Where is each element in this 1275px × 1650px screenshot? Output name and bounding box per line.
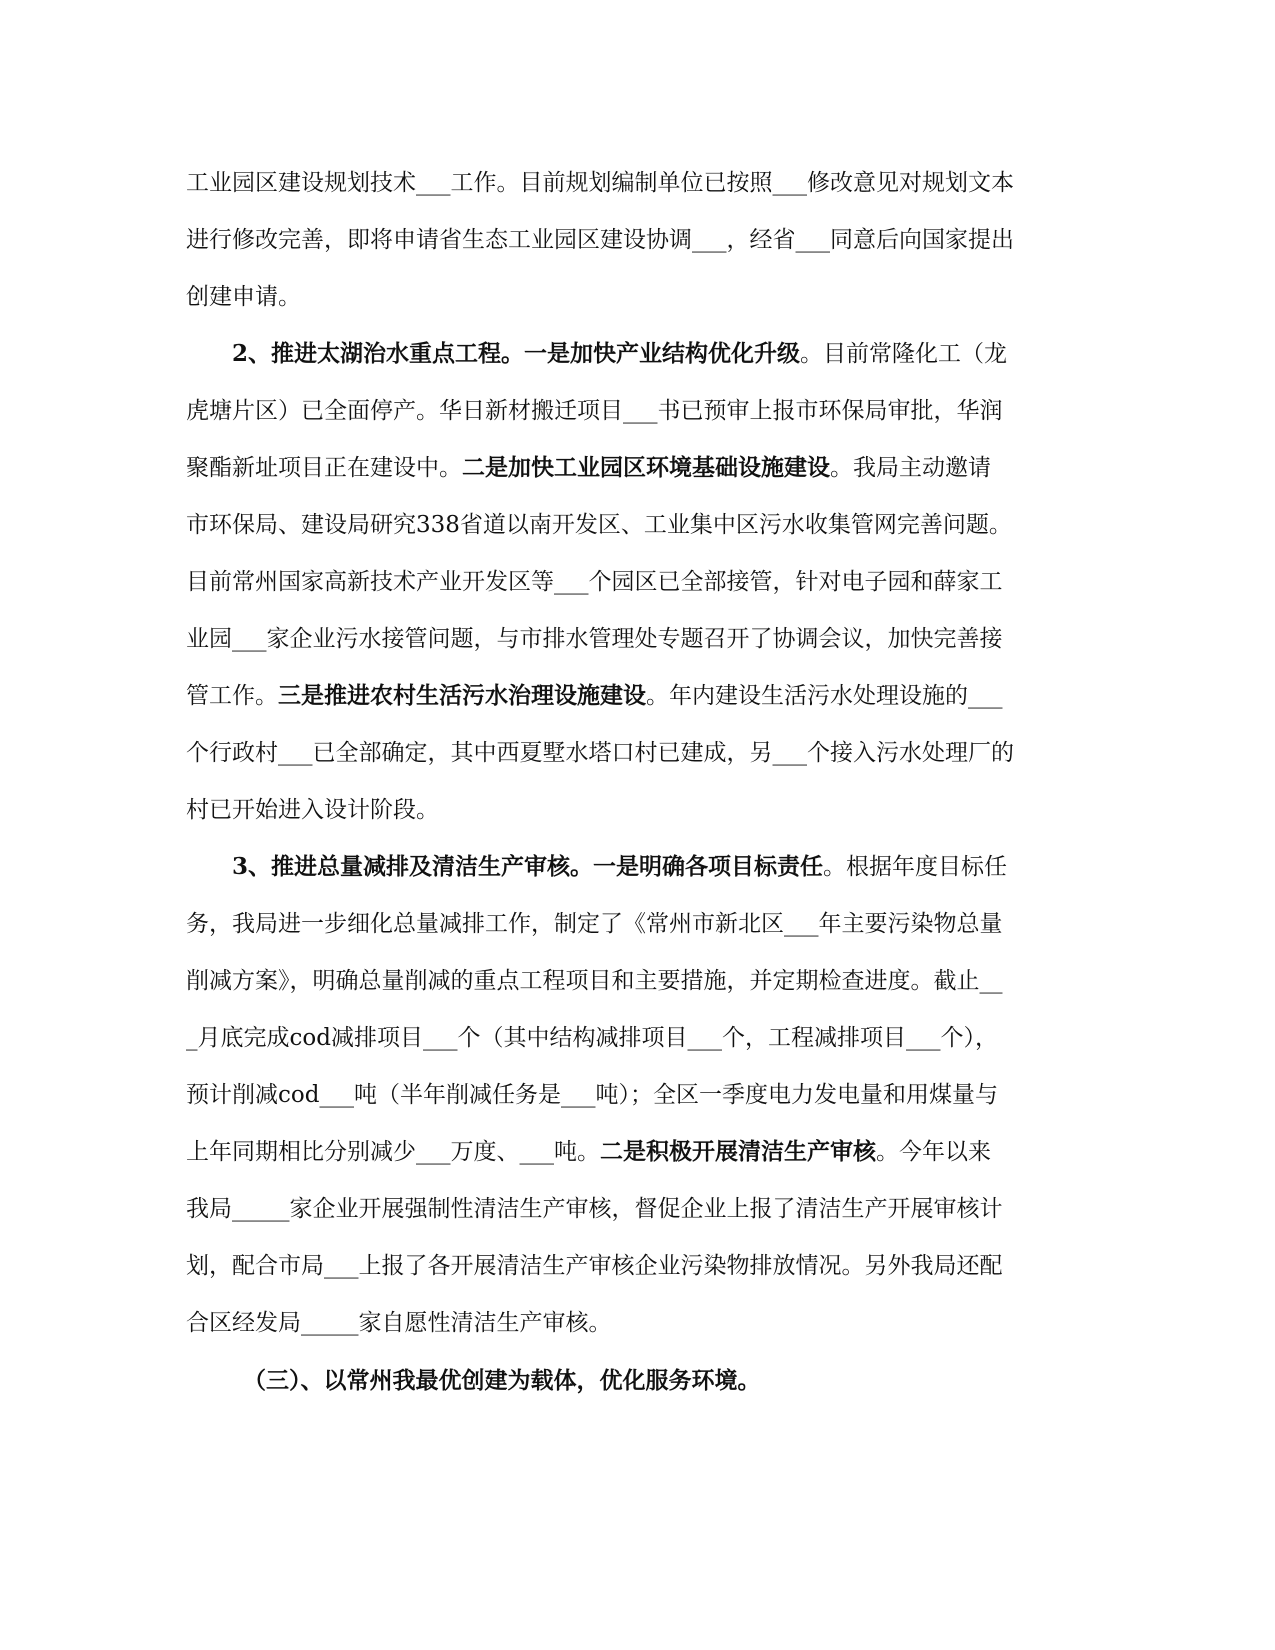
text-run: 。根据年度目标任	[823, 854, 1008, 880]
text-run: 我局_____家企业开展强制性清洁生产审核，督促企业上报了清洁生产开展审核计	[186, 1196, 1003, 1222]
section-heading	[243, 1366, 1148, 1396]
paragraph-line	[186, 1251, 1091, 1281]
paragraph-line	[186, 681, 1091, 711]
text-run: 工业园区建设规划技术___工作。目前规划编制单位已按照___修改意见对规划文本	[186, 170, 1014, 196]
heading-text: （三）、以常州我最优创建为载体，优化服务环境。	[243, 1367, 761, 1394]
bold-text-run: 二是加快工业园区环境基础设施建设	[462, 454, 830, 481]
paragraph-line	[186, 624, 1091, 654]
text-run: 创建申请。	[186, 284, 301, 310]
bold-text-run: 2、推进太湖治水重点工程。一是加快产业结构优化升级	[232, 340, 801, 367]
text-run: 合区经发局_____家自愿性清洁生产审核。	[186, 1310, 612, 1336]
text-run: 。今年以来	[876, 1139, 991, 1165]
text-run: 个行政村___已全部确定，其中西夏墅水塔口村已建成，另___个接入污水处理厂的	[186, 740, 1014, 766]
paragraph-line	[186, 909, 1091, 939]
paragraph-line	[186, 1308, 1091, 1338]
paragraph-line	[186, 966, 1091, 996]
paragraph-line	[186, 1080, 1091, 1110]
paragraph-line	[186, 1194, 1091, 1224]
text-run: 。目前常隆化工（龙	[800, 341, 1008, 367]
text-run: 务，我局进一步细化总量减排工作，制定了《常州市新北区___年主要污染物总量	[186, 911, 1003, 937]
text-run: 虎塘片区）已全面停产。华日新材搬迁项目___书已预审上报市环保局审批，华润	[186, 398, 1003, 424]
text-run: 目前常州国家高新技术产业开发区等___个园区已全部接管，针对电子园和薛家工	[186, 569, 1003, 595]
paragraph-line	[186, 168, 1091, 198]
paragraph-line	[186, 738, 1091, 768]
bold-text-run: 三是推进农村生活污水治理设施建设	[278, 682, 646, 709]
text-run: 市环保局、建设局研究338省道以南开发区、工业集中区污水收集管网完善问题。	[186, 512, 1012, 538]
text-run: 进行修改完善，即将申请省生态工业园区建设协调___，经省___同意后向国家提出	[186, 227, 1014, 253]
paragraph-line	[186, 282, 1091, 312]
paragraph-line	[186, 567, 1091, 597]
paragraph-line	[186, 1137, 1091, 1167]
text-run: 管工作。	[186, 683, 278, 709]
text-run: _月底完成cod减排项目___个（其中结构减排项目___个，工程减排项目___个），	[186, 1025, 998, 1051]
text-run: 村已开始进入设计阶段。	[186, 797, 439, 823]
bold-text-run: 3、推进总量减排及清洁生产审核。一是明确各项目标责任	[232, 853, 824, 880]
text-run: 。年内建设生活污水处理设施的___	[646, 683, 1003, 709]
paragraph-line	[186, 510, 1091, 540]
text-run: 聚酯新址项目正在建设中。	[186, 455, 462, 481]
paragraph-line	[232, 339, 1137, 369]
paragraph-line	[232, 852, 1137, 882]
text-run: 业园___家企业污水接管问题，与市排水管理处专题召开了协调会议，加快完善接	[186, 626, 1003, 652]
text-run: 预计削减cod___吨（半年削减任务是___吨）；全区一季度电力发电量和用煤量与	[186, 1082, 998, 1108]
text-run: 上年同期相比分别减少___万度、___吨。	[186, 1139, 600, 1165]
paragraph-line	[186, 396, 1091, 426]
paragraph-line	[186, 795, 1091, 825]
paragraph-line	[186, 453, 1091, 483]
text-run: 削减方案》，明确总量削减的重点工程项目和主要措施，并定期检查进度。截止__	[186, 968, 1003, 994]
paragraph-line	[186, 1023, 1091, 1053]
paragraph-line	[186, 225, 1091, 255]
text-run: 。我局主动邀请	[830, 455, 991, 481]
text-run: 划，配合市局___上报了各开展清洁生产审核企业污染物排放情况。另外我局还配	[186, 1253, 1003, 1279]
bold-text-run: 二是积极开展清洁生产审核	[600, 1138, 876, 1165]
